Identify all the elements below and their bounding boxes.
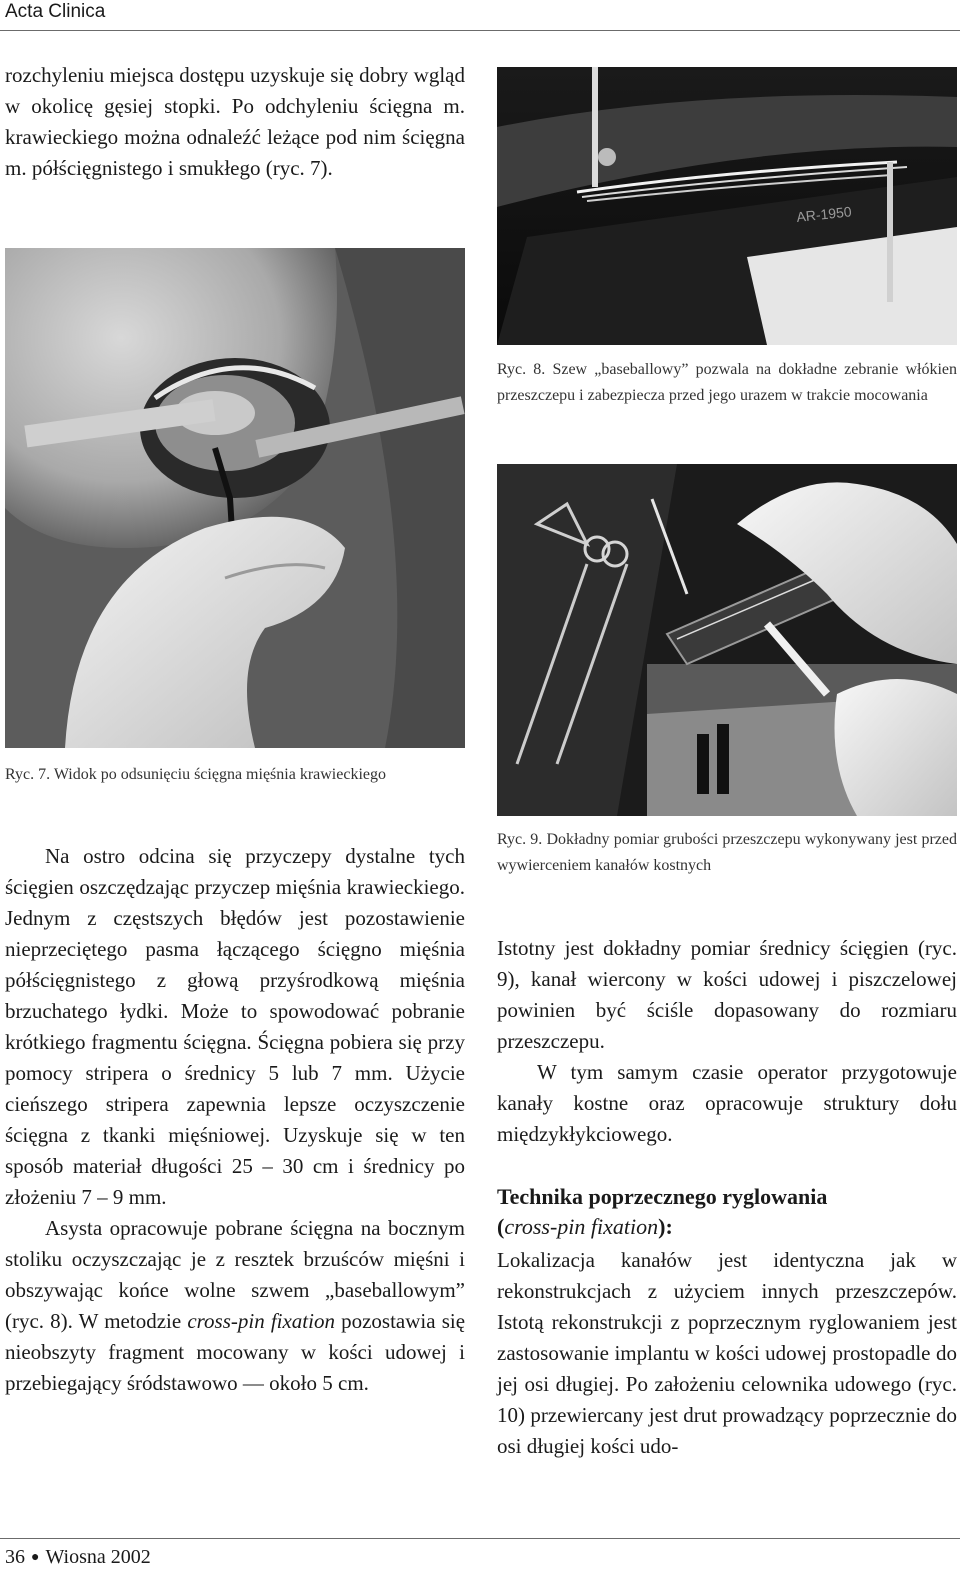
footer-rule xyxy=(0,1538,960,1539)
figure-9-photo xyxy=(497,464,957,816)
section-heading xyxy=(497,1182,955,1242)
intro-paragraph: rozchyleniu miejsca dostępu uzyskuje się dobry wgląd w okolicę gęsiej stopki. Po odchyleniu ścięgna m. krawieckiego można odnaleźć leżące pod nim ścięgna m. półścięgnistego i smukłego (ryc. 7). xyxy=(5,63,465,180)
left-paragraph-1: Na ostro odcina się przyczepy dystalne tych ścięgien oszczędzając przyczep mięśnia krawieckiego. Jednym z częstszych błędów jest pozostawienie nieprzeciętego pasma łączącego ścięgno mięśnia półścięgnistego z głową przyśrodkową mięśnia brzuchatego łydki. Może to spowodować pobranie krótkiego fragmentu ścięgna. Ścięgna pobiera się przy pomocy stripera o średnicy 5 lub 7 mm. Użycie cieńszego stripera zapewnia lepsze oczyszczenie ścięgna z tkanki mięśniowej. Uzyskuje się w ten sposób materiał długości 25 – 30 cm i średnicy po złożeniu 7 – 9 mm. xyxy=(5,844,465,1209)
intro-text-block xyxy=(5,60,465,184)
figure-7-photo xyxy=(5,248,465,748)
right-paragraph-3: Lokalizacja kanałów jest identyczna jak w rekonstrukcjach z użyciem innych przeszczepów. Istotą rekonstrukcji z poprzecznym ryglowaniem jest zastosowanie implantu w kości udowej prostopadle do jej osi długiej. Po założeniu celownika udowego (ryc. 10) przewiercany jest drut prowadzący poprzecznie do osi długiej kości udo- xyxy=(497,1248,957,1458)
right-paragraph-1: Istotny jest dokładny pomiar średnicy ścięgien (ryc. 9), kanał wiercony w kości udowej i piszczelowej powinien być ściśle dopasowany do rozmiaru przeszczepu. xyxy=(497,936,957,1053)
section-heading-sub xyxy=(497,1212,955,1242)
figure-8-caption: Ryc. 8. Szew „baseballowy” pozwala na dokładne zebranie włókien przeszczepu i zabezpiecza przed jego urazem w trakcie mocowania xyxy=(497,361,957,404)
right-body-text-bottom xyxy=(497,1245,957,1462)
figure-8-device-label: AR-1950 xyxy=(795,203,853,225)
issue-label: Wiosna 2002 xyxy=(45,1546,151,1568)
running-header xyxy=(0,0,960,31)
footer-bullet: ● xyxy=(31,1550,40,1565)
page-footer xyxy=(5,1546,151,1569)
heading-paren-open: ( xyxy=(497,1214,505,1239)
right-body-text-top xyxy=(497,933,957,1150)
figure-8-photo xyxy=(497,67,957,345)
heading-paren-close: ): xyxy=(658,1214,673,1239)
left-paragraph-2-italic: cross-pin fixation xyxy=(187,1309,335,1333)
left-paragraph-2-text-b: pozostawia się nieobszyty fragment mocowany w kości udowej i przebiegający śródstawowo — około 5 cm. xyxy=(5,1309,466,1395)
left-paragraph-2 xyxy=(5,1213,465,1399)
page-number: 36 xyxy=(5,1546,25,1568)
right-paragraph-2: W tym samym czasie operator przygotowuje kanały kostne oraz opracowuje struktury dołu międzykłykciowego. xyxy=(497,1060,957,1146)
figure-9-caption: Ryc. 9. Dokładny pomiar grubości przeszczepu wykonywany jest przed wywierceniem kanałów kostnych xyxy=(497,831,957,874)
left-body-text xyxy=(5,841,465,1399)
section-heading-main: Technika poprzecznego ryglowania xyxy=(497,1184,828,1209)
heading-italic: cross-pin fixation xyxy=(504,1214,659,1239)
journal-title: Acta Clinica xyxy=(5,1,106,22)
figure-7-caption: Ryc. 7. Widok po odsunięciu ścięgna mięśnia krawieckiego xyxy=(5,766,386,783)
left-paragraph-2-text-a: Asysta opracowuje pobrane ścięgna na bocznym stoliku oczyszczając je z resztek brzuśców mięśni i obszywając końce wolne szwem „baseballowym” (ryc. 8). W metodzie xyxy=(5,1216,465,1333)
